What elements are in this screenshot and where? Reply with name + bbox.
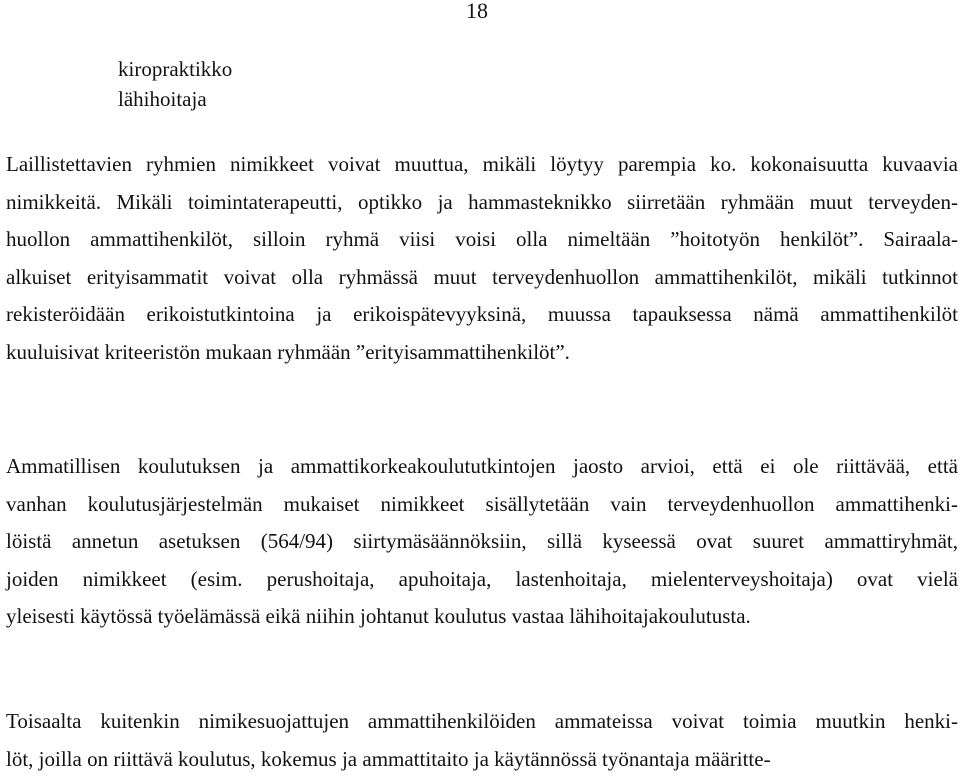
paragraph-line: Ammatillisen koulutuksen ja ammattikorkeakoulututkintojen jaosto arvioi, että ei ole riittävää, että (6, 454, 958, 478)
paragraph-line: huollon ammattihenkilöt, silloin ryhmä viisi voisi olla nimeltään ”hoitotyön henkilöt”. Sairaala- (6, 227, 958, 251)
paragraph-line: Toisaalta kuitenkin nimikesuojattujen ammattihenkilöiden ammateissa voivat toimia muutkin henki- (6, 709, 958, 733)
list-item: lähihoitaja (118, 87, 207, 111)
paragraph-line: alkuiset erityisammatit voivat olla ryhmässä muut terveydenhuollon ammattihenkilöt, mikäli tutkinnot (6, 264, 958, 289)
paragraph-line: nimikkeitä. Mikäli toimintaterapeutti, optikko ja hammasteknikko siirretään ryhmään muut terveyden- (6, 189, 958, 214)
profession-list (118, 54, 232, 114)
paragraph-line: löt, joilla on riittävä koulutus, kokemus ja ammattitaito ja käytännössä työnantaja määritte- (6, 746, 771, 771)
paragraph-line: yleisesti käytössä työelämässä eikä niihin johtanut koulutus vastaa lähihoitajakoulutusta. (6, 604, 751, 628)
paragraph-line: löistä annetun asetuksen (564/94) siirtymäsäännöksiin, sillä kyseessä ovat suuret ammattiryhmät, (6, 529, 958, 553)
paragraph-line: Laillistettavien ryhmien nimikkeet voivat muuttua, mikäli löytyy parempia ko. kokonaisuutta kuvaavia (6, 152, 958, 176)
paragraph-1 (6, 146, 958, 371)
paragraph-line: vanhan koulutusjärjestelmän mukaiset nimikkeet sisällytetään vain terveydenhuollon ammattihenki- (6, 491, 958, 516)
paragraph-line: kuuluisivat kriteeristön mukaan ryhmään ”erityisammattihenkilöt”. (6, 339, 570, 364)
paragraph-line: rekisteröidään erikoistutkintoina ja erikoispätevyyksinä, muussa tapauksessa nämä ammattihenkilöt (6, 302, 958, 326)
paragraph-3 (6, 703, 958, 778)
list-item: kiropraktikko (118, 57, 233, 81)
page-number: 18 (466, 0, 488, 23)
paragraph-line: joiden nimikkeet (esim. perushoitaja, apuhoitaja, lastenhoitaja, mielenterveyshoitaja) ovat vielä (6, 566, 958, 591)
paragraph-2 (6, 448, 958, 636)
